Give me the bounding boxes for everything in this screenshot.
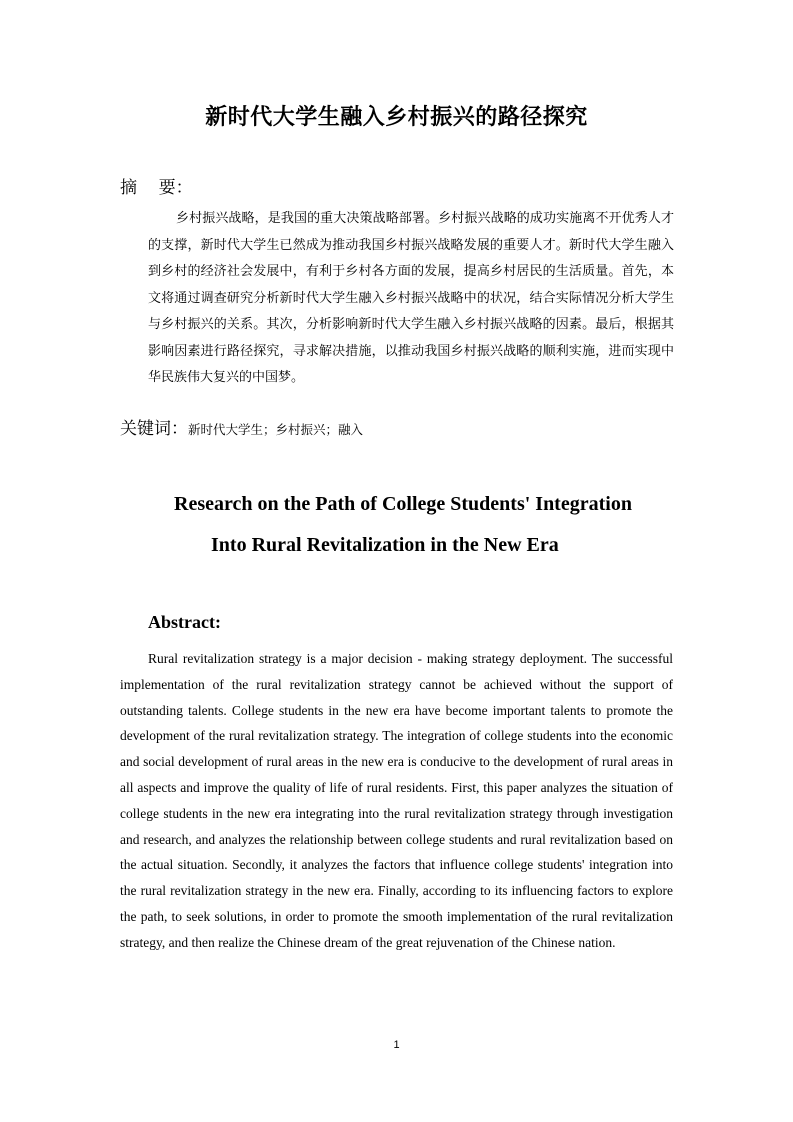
page-title: 新时代大学生融入乡村振兴的路径探究 — [205, 105, 588, 130]
english-title-line-2: Into Rural Revitalization in the New Era — [211, 534, 559, 556]
keywords-cn — [120, 414, 363, 439]
keywords-cn-label: 关键词： — [120, 419, 188, 439]
abstract-en-label: Abstract: — [148, 612, 221, 632]
english-title — [120, 484, 714, 566]
page-number: 1 — [393, 1039, 400, 1051]
english-title-line-1: Research on the Path of College Students' Integration — [174, 493, 632, 515]
abstract-en-body: Rural revitalization strategy is a major decision - making strategy deployment. The successful implementation of the rural revitalization strategy cannot be achieved without the support of outstanding talents. College students in the new era have become important talents to promote the development of the rural revitalization strategy. The integration of college students into the economic and social development of rural areas in the new era is conducive to the development of rural areas in all aspects and improve the quality of life of rural residents. First, this paper analyzes the situation of college students in the new era integrating into the rural revitalization strategy through investigation and research, and analyzes the relationship between college students and rural revitalization based on the actual situation. Secondly, it analyzes the factors that influence college students' integration into the rural revitalization strategy in the new era. Finally, according to its influencing factors to explore the path, to seek solutions, in order to promote the smooth implementation of the rural revitalization strategy, and then realize the Chinese dream of the great rejuvenation of the Chinese nation. — [120, 651, 673, 950]
abstract-cn-body: 乡村振兴战略，是我国的重大决策战略部署。乡村振兴战略的成功实施离不开优秀人才的支撑，新时代大学生已然成为推动我国乡村振兴战略发展的重要人才。新时代大学生融入到乡村的经济社会发展中，有利于乡村各方面的发展，提高乡村居民的生活质量。首先，本文将通过调查研究分析新时代大学生融入乡村振兴战略中的状况，结合实际情况分析大学生与乡村振兴的关系。其次，分析影响新时代大学生融入乡村振兴战略的因素。最后，根据其影响因素进行路径探究，寻求解决措施，以推动我国乡村振兴战略的顺利实施，进而实现中华民族伟大复兴的中国梦。 — [148, 211, 674, 385]
keywords-cn-text: 新时代大学生；乡村振兴；融入 — [188, 422, 364, 437]
abstract-cn-label: 摘 要： — [120, 178, 193, 198]
